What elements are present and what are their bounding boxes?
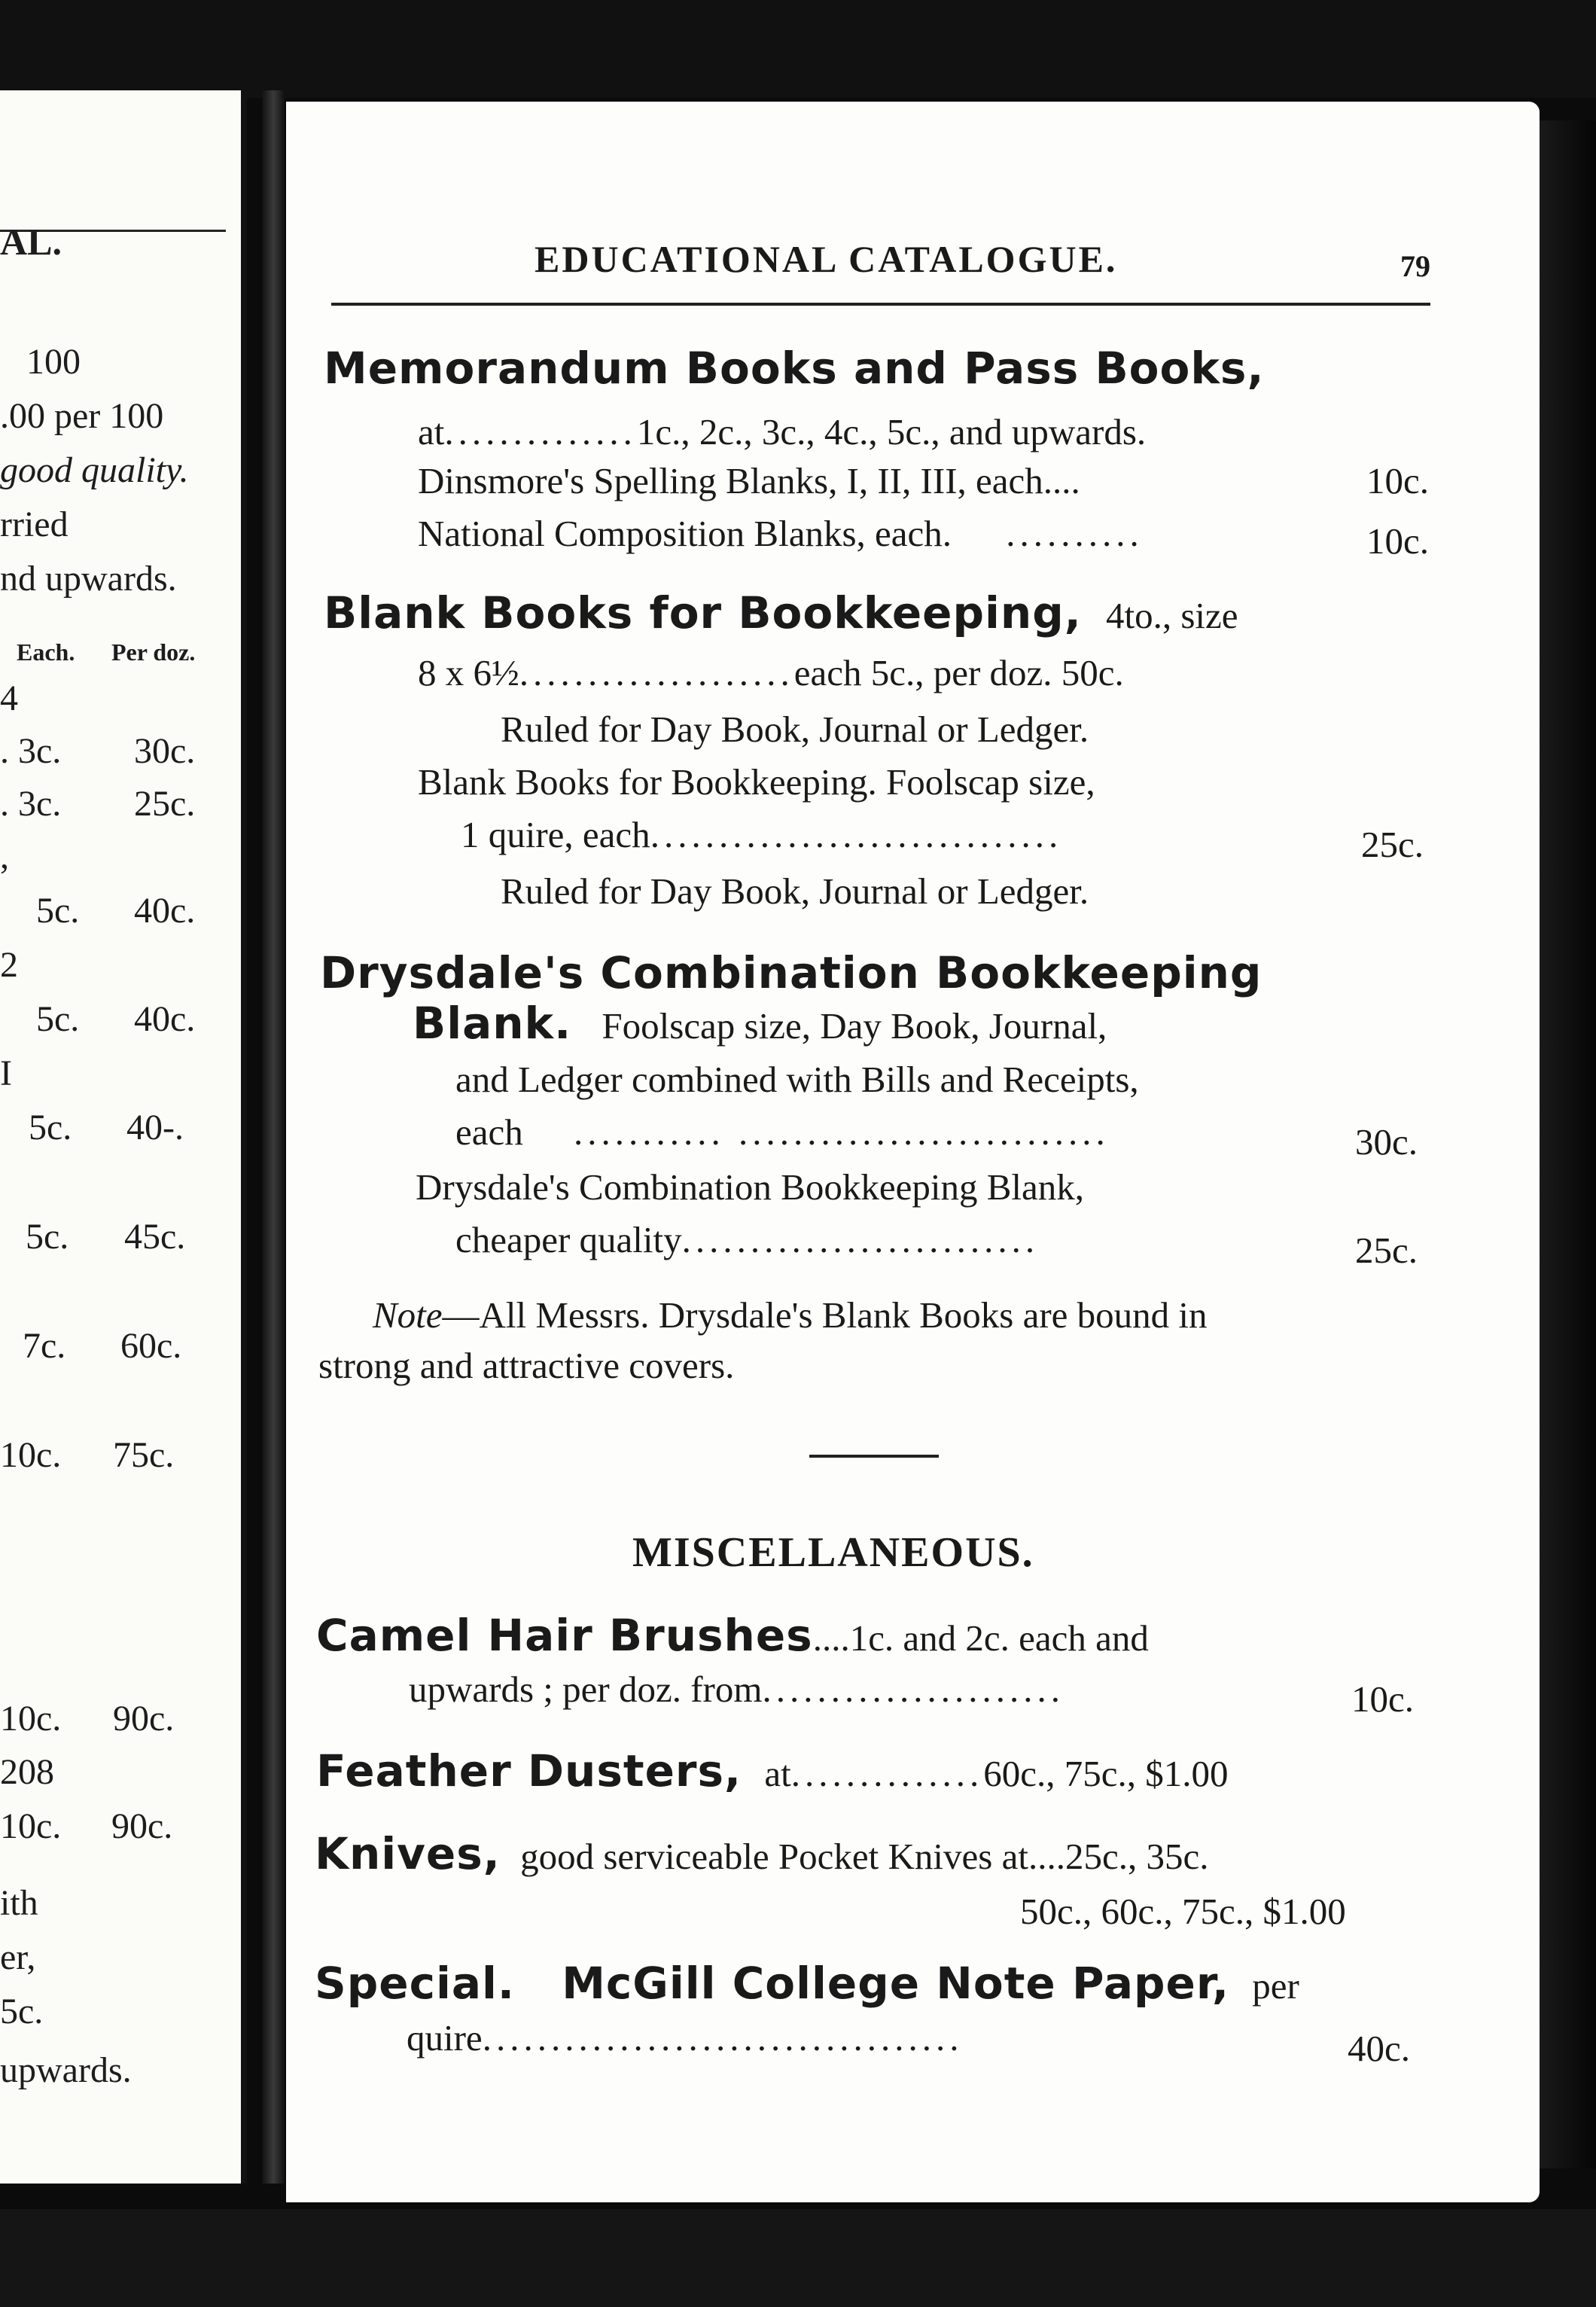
- price-per-doz: 30c.: [134, 731, 196, 771]
- entry-lead: each: [455, 1111, 523, 1153]
- heading-text: McGill College Note Paper,: [562, 1958, 1229, 2009]
- entry-line: [315, 1958, 1299, 2009]
- price-per-doz: 40-.: [126, 1108, 184, 1147]
- entry-price: 60c., 75c., $1.00: [983, 1753, 1229, 1794]
- entry-lead: at: [418, 411, 445, 453]
- section-heading-memorandum: Memorandum Books and Pass Books,: [324, 343, 1265, 394]
- price-per-doz: 90c.: [113, 1699, 175, 1739]
- price-per-doz: 45c.: [124, 1217, 186, 1257]
- price-each: . 3c.: [0, 731, 62, 771]
- scan-bottom-border: [0, 2209, 1596, 2307]
- entry-line: [418, 651, 1124, 694]
- entry-price: 50c., 60c., 75c., $1.00: [1020, 1891, 1346, 1932]
- leader-dots: ....................: [519, 652, 794, 693]
- entry-price: 25c.: [1355, 1230, 1418, 1271]
- heading-text: Knives,: [315, 1828, 501, 1879]
- entry-price: 1c., 2c., 3c., 4c., 5c., and upwards.: [636, 411, 1147, 453]
- section-heading-drysdale: Drysdale's Combination Bookkeeping: [320, 947, 1262, 998]
- entry-price: each 5c., per doz. 50c.: [793, 652, 1124, 693]
- entry-price: 10c.: [1366, 520, 1429, 562]
- left-tail-line: upwards.: [0, 2050, 132, 2090]
- entry-price: 25c.: [1361, 824, 1424, 865]
- entry-lead: quire: [407, 2017, 483, 2059]
- left-tail-line: ith: [0, 1883, 38, 1923]
- left-line: good quality.: [0, 450, 189, 490]
- ruled-note: Ruled for Day Book, Journal or Ledger.: [501, 709, 1089, 750]
- note-line: strong and attractive covers.: [318, 1345, 735, 1386]
- entry-price: 10c.: [1366, 460, 1429, 501]
- leader-dots: ..............................: [650, 814, 1063, 855]
- price-each: 5c.: [29, 1108, 72, 1147]
- price-each: 5c.: [36, 891, 80, 931]
- price-per-doz: 60c.: [120, 1326, 182, 1366]
- scan-top-border: [0, 0, 1596, 98]
- entry-text: ....1c. and 2c. each and: [812, 1617, 1149, 1659]
- row-marker: I: [0, 1053, 12, 1093]
- entry-line: [409, 1668, 1065, 1711]
- entry-price: 30c.: [1355, 1121, 1418, 1163]
- heading-text: Feather Dusters,: [316, 1745, 742, 1797]
- heading-text: Special.: [315, 1958, 515, 2009]
- price-per-doz: 75c.: [113, 1435, 175, 1475]
- entry-lead: 1 quire, each: [461, 814, 650, 855]
- leader-dots: ........... ...........................: [574, 1111, 1110, 1153]
- entry-price: 40c.: [1348, 2028, 1410, 2069]
- price-each: 10c.: [0, 1699, 62, 1739]
- entry-text: per: [1252, 1965, 1299, 2007]
- leader-dots: ......................: [762, 1669, 1065, 1710]
- col-head-per-doz: Per doz.: [111, 638, 196, 666]
- price-each: 5c.: [36, 999, 80, 1039]
- col-head-each: Each.: [17, 638, 75, 666]
- row-marker: 4: [0, 678, 18, 718]
- price-per-doz: 90c.: [111, 1806, 173, 1846]
- leader-dots: ..........: [1006, 513, 1144, 554]
- row-marker: 2: [0, 945, 18, 985]
- entry-line: and Ledger combined with Bills and Receipts,: [455, 1059, 1139, 1100]
- note-line: [373, 1294, 1208, 1336]
- price-each: . 3c.: [0, 784, 62, 824]
- entry-line: Drysdale's Combination Bookkeeping Blank,: [416, 1166, 1085, 1208]
- scan-right-border: [1540, 120, 1596, 2168]
- entry-line: [418, 459, 1080, 502]
- ruled-note: Ruled for Day Book, Journal or Ledger.: [501, 870, 1089, 912]
- left-page: [0, 90, 247, 2184]
- heading-text: Camel Hair Brushes: [316, 1610, 813, 1661]
- entry-line: [418, 512, 1144, 555]
- entry-lead: 8 x 6½: [418, 652, 519, 693]
- entry-text: Foolscap size, Day Book, Journal,: [602, 1005, 1107, 1047]
- entry-lead: cheaper quality: [455, 1219, 682, 1260]
- left-tail-line: 208: [0, 1752, 54, 1792]
- note-label: Note: [373, 1294, 443, 1336]
- left-line: nd upwards.: [0, 559, 177, 599]
- entry-line: [461, 813, 1062, 856]
- entry-line: [315, 1828, 1208, 1879]
- entry-text: National Composition Blanks, each.: [418, 513, 952, 554]
- left-line: 100: [26, 342, 81, 382]
- entry-line: Blank Books for Bookkeeping. Foolscap size,: [418, 761, 1095, 803]
- book-gutter: [262, 90, 285, 2184]
- leader-dots: ..........................: [681, 1219, 1040, 1260]
- price-per-doz: 40c.: [134, 999, 196, 1039]
- entry-price: 10c.: [1351, 1678, 1414, 1720]
- left-tail-line: er,: [0, 1937, 36, 1977]
- entry-text: good serviceable Pocket Knives at....25c., 35c.: [520, 1836, 1209, 1877]
- leader-dots: ..............: [790, 1753, 984, 1794]
- row-marker: ,: [0, 837, 9, 876]
- entry-lead: upwards ; per doz. from: [409, 1669, 763, 1710]
- leader-dots: ...................................: [482, 2017, 964, 2059]
- price-per-doz: 40c.: [134, 891, 196, 931]
- heading-text: Blank.: [413, 998, 572, 1049]
- leader-dots: ..............: [444, 411, 637, 453]
- section-heading-blank-books: [324, 587, 1238, 638]
- section-title-miscellaneous: MISCELLANEOUS.: [632, 1529, 1034, 1576]
- left-line: .00 per 100: [0, 396, 164, 436]
- section-divider: [809, 1455, 939, 1458]
- entry-line: [316, 1745, 1228, 1797]
- price-each: 5c.: [26, 1217, 69, 1257]
- price-each: 10c.: [0, 1435, 62, 1475]
- note-text: —All Messrs. Drysdale's Blank Books are bound in: [442, 1294, 1208, 1336]
- entry-line: [413, 998, 1107, 1049]
- entry-line: [316, 1610, 1149, 1661]
- page-number: 79: [1400, 249, 1430, 283]
- entry-text: Dinsmore's Spelling Blanks, I, II, III, each....: [418, 460, 1080, 501]
- entry-line: [455, 1218, 1039, 1261]
- left-line: rried: [0, 504, 69, 544]
- entry-lead: at: [764, 1753, 791, 1794]
- price-per-doz: 25c.: [134, 784, 196, 824]
- entry-line: [407, 2016, 963, 2059]
- entry-line: [455, 1111, 1110, 1154]
- entry-line: [418, 410, 1146, 453]
- price-each: 7c.: [23, 1326, 66, 1366]
- left-tail-line: 5c.: [0, 1992, 44, 2031]
- heading-text: Blank Books for Bookkeeping,: [324, 587, 1082, 638]
- header-rule: [331, 303, 1430, 306]
- running-title: EDUCATIONAL CATALOGUE.: [535, 238, 1118, 280]
- heading-tail: 4to., size: [1106, 595, 1238, 636]
- left-header-fragment: AL.: [0, 221, 62, 263]
- price-each: 10c.: [0, 1806, 62, 1846]
